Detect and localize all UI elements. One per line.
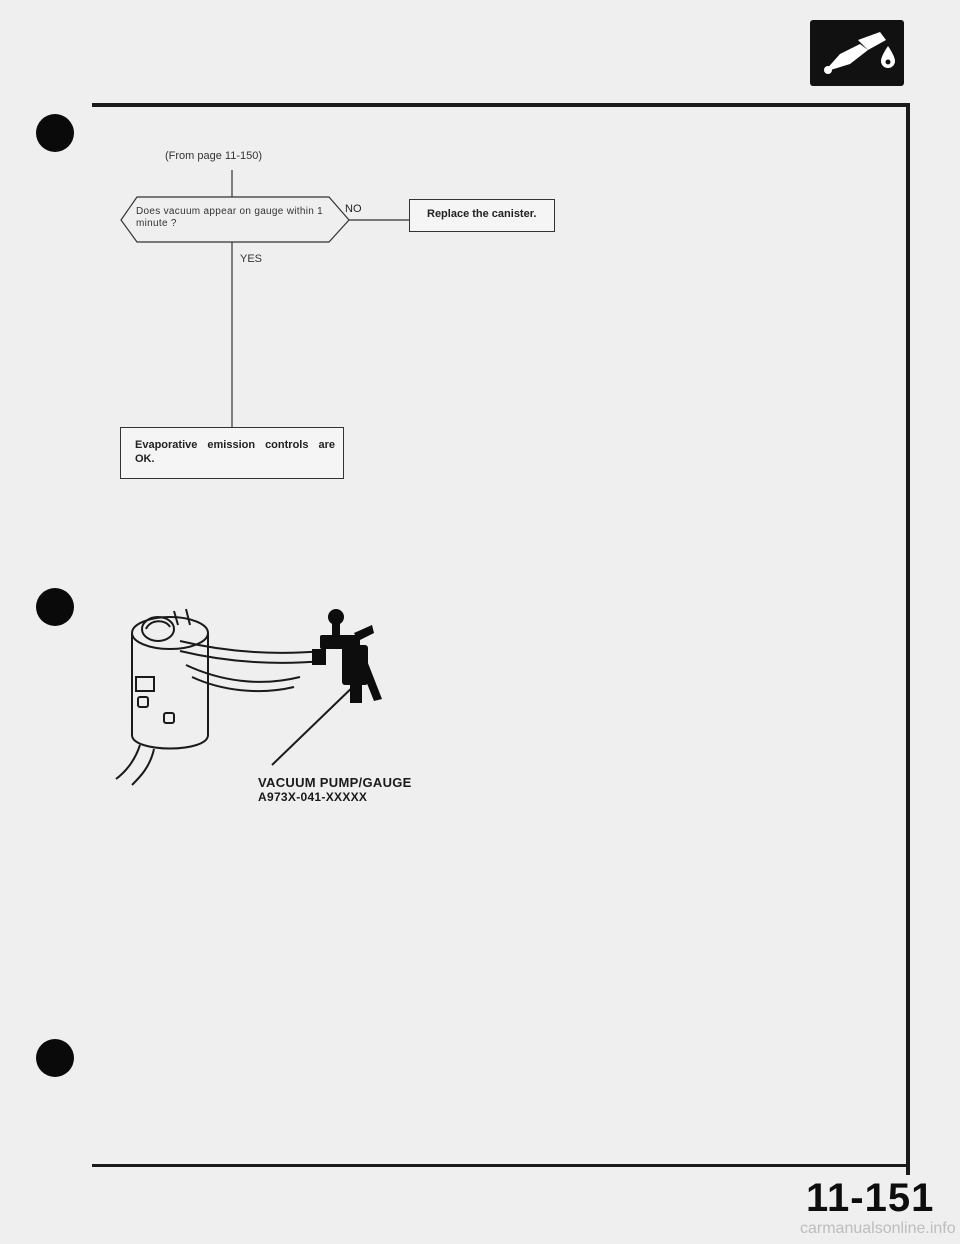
yes-branch-label: YES (240, 253, 263, 265)
binder-hole-icon (36, 588, 74, 626)
callout-tool-name: VACUUM PUMP/GAUGE (258, 775, 412, 790)
replace-canister-text: Replace the canister. (427, 208, 537, 220)
replace-canister-box (409, 199, 555, 232)
page-number: 11-151 (806, 1176, 935, 1220)
no-branch-label: NO (345, 203, 362, 215)
watermark-text: carmanualsonline.info (800, 1220, 956, 1237)
canister-illustration (110, 595, 410, 795)
controls-ok-text: Evaporative emission controls are OK. (135, 439, 335, 465)
callout-part-number: A973X-041-XXXXX (258, 790, 368, 804)
binder-hole-icon (36, 1039, 74, 1077)
page-frame-bottom (92, 1164, 910, 1167)
flow-reference: (From page 11-150) (165, 150, 263, 162)
controls-ok-box (120, 427, 344, 479)
decision-question: Does vacuum appear on gauge within 1 minute ? (136, 206, 324, 229)
